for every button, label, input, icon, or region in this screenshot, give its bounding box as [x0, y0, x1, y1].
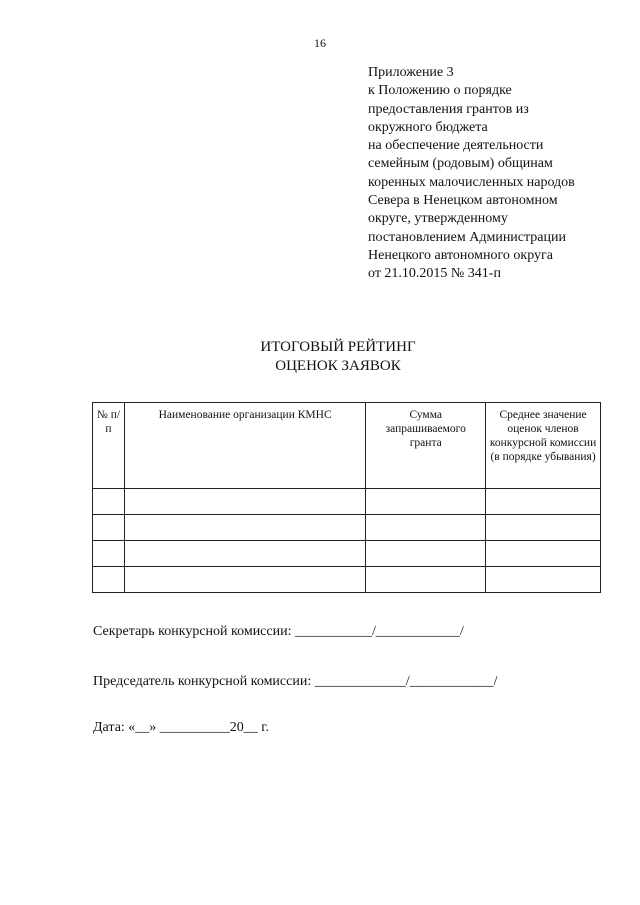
table-cell: [366, 541, 486, 567]
table-row: [93, 515, 601, 541]
appendix-line: Приложение 3: [368, 65, 454, 80]
table-row: [93, 489, 601, 515]
table-cell: [366, 515, 486, 541]
table-cell: [124, 567, 365, 593]
table-cell: [366, 567, 486, 593]
page-number: 16: [314, 36, 326, 50]
secretary-signature-line: Секретарь конкурсной комиссии: ___________/____________/: [93, 624, 464, 639]
header-average-score: Среднее значение оценок членов конкурсной комиссии (в порядке убывания): [486, 403, 601, 489]
table-row: [93, 541, 601, 567]
appendix-line: округе, утвержденному: [368, 211, 508, 227]
date-line: Дата: «__» __________20__ г.: [93, 720, 269, 735]
rating-table: [92, 402, 601, 593]
appendix-header: [368, 64, 575, 284]
table-cell: [93, 489, 125, 515]
table-cell: [486, 567, 601, 593]
table-cell: [124, 515, 365, 541]
appendix-line: Севера в Ненецком автономном: [368, 193, 558, 209]
appendix-line: окружного бюджета: [368, 119, 488, 135]
title-line-2: ОЦЕНОК ЗАЯВОК: [275, 358, 401, 374]
appendix-line: предоставления грантов из: [368, 101, 529, 117]
appendix-line: Ненецкого автономного округа: [368, 247, 553, 263]
table-cell: [486, 489, 601, 515]
table-cell: [93, 567, 125, 593]
header-number: № п/п: [93, 403, 125, 489]
appendix-line: к Положению о порядке: [368, 83, 512, 99]
table-cell: [124, 489, 365, 515]
appendix-line: от 21.10.2015 № 341-п: [368, 266, 501, 282]
appendix-line: постановлением Администрации: [368, 229, 566, 245]
table-row: [93, 567, 601, 593]
header-organization: Наименование организации КМНС: [124, 403, 365, 489]
table-header-row: [93, 403, 601, 489]
chairman-signature-line: Председатель конкурсной комиссии: _____________/____________/: [93, 674, 498, 689]
appendix-line: на обеспечение деятельности: [368, 138, 544, 154]
document-title: [0, 338, 640, 376]
appendix-line: семейным (родовым) общинам: [368, 156, 553, 172]
header-grant-amount: Сумма запрашиваемого гранта: [366, 403, 486, 489]
table-cell: [93, 541, 125, 567]
table-cell: [124, 541, 365, 567]
table-cell: [366, 489, 486, 515]
appendix-line: коренных малочисленных народов: [368, 174, 575, 190]
table-cell: [486, 515, 601, 541]
table-cell: [93, 515, 125, 541]
title-line-1: ИТОГОВЫЙ РЕЙТИНГ: [260, 339, 416, 355]
table-cell: [486, 541, 601, 567]
